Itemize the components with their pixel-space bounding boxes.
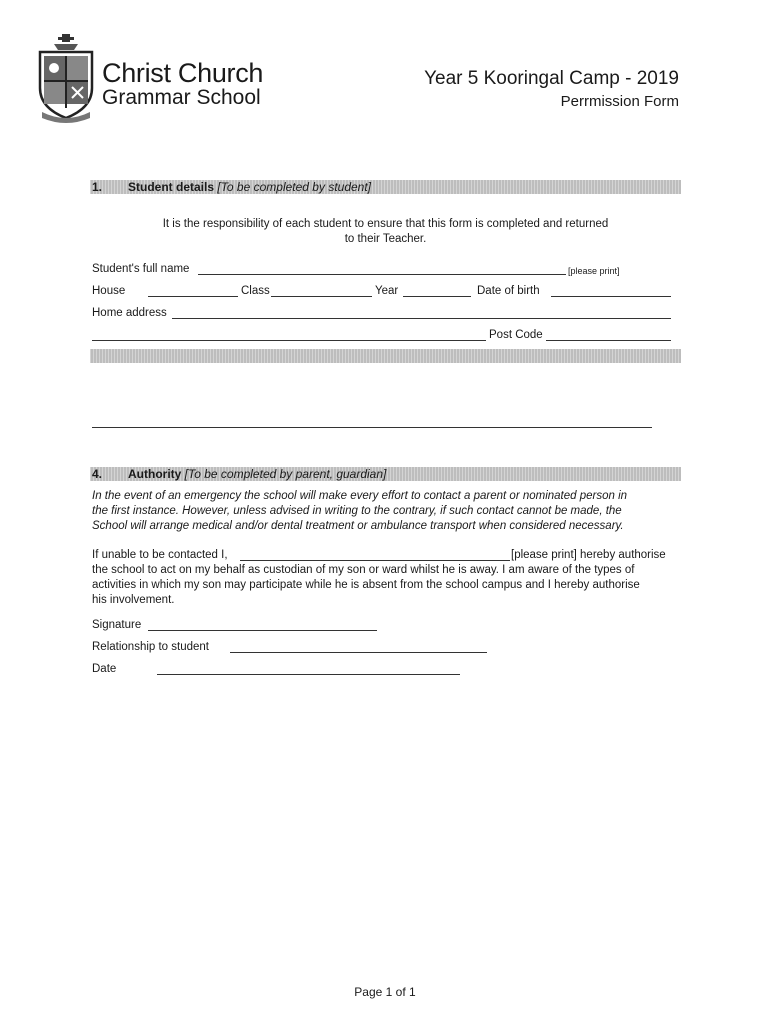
guardian-name-field[interactable] [240, 560, 510, 561]
signature-label: Signature [92, 619, 142, 631]
section4-heading [128, 467, 386, 481]
section1-heading-text: Student details [128, 180, 215, 194]
section4-note: [To be completed by parent, guardian] [184, 467, 387, 481]
blank-section-band [90, 349, 681, 363]
emergency-line1: In the event of an emergency the school will make every effort to contact a parent or nominated person in [92, 490, 628, 502]
full-name-field[interactable] [198, 274, 566, 275]
home-address-field-line2[interactable] [92, 340, 486, 341]
school-crest-icon [36, 32, 96, 124]
page-number: Page 1 of 1 [354, 985, 416, 999]
year-field[interactable] [403, 296, 471, 297]
date-label: Date [92, 663, 117, 675]
section4-number: 4. [92, 467, 103, 481]
authorise-prefix: If unable to be contacted I, [92, 549, 228, 561]
relationship-label: Relationship to student [92, 641, 209, 653]
class-label: Class [241, 285, 270, 297]
authorise-line4: his involvement. [92, 594, 175, 606]
authorise-suffix: [please print] hereby authorise [511, 549, 666, 561]
post-code-field[interactable] [546, 340, 671, 341]
year-label: Year [375, 285, 399, 297]
signature-field[interactable] [148, 630, 377, 631]
authorise-line3: activities in which my son may participate while he is absent from the school campus and I hereby authorise [92, 579, 640, 591]
house-field[interactable] [148, 296, 238, 297]
section4-heading-text: Authority [128, 467, 182, 481]
section1-intro-line1: It is the responsibility of each student to ensure that this form is completed and returned [162, 218, 609, 230]
blank-field-line[interactable] [92, 427, 652, 428]
dob-label: Date of birth [477, 285, 540, 297]
section1-heading [128, 180, 371, 194]
relationship-field[interactable] [230, 652, 487, 653]
emergency-line3: School will arrange medical and/or dental treatment or ambulance transport when considered necessary. [92, 520, 624, 532]
full-name-label: Student's full name [92, 263, 190, 275]
home-address-label: Home address [92, 307, 167, 319]
school-name-line2: Grammar School [102, 86, 261, 109]
class-field[interactable] [271, 296, 372, 297]
section1-intro-line2: to their Teacher. [344, 233, 427, 245]
date-field[interactable] [157, 674, 460, 675]
emergency-line2: the first instance. However, unless advised in writing to the contrary, if such contact cannot be made, the [92, 505, 622, 517]
please-print-note: [please print] [568, 266, 620, 276]
section1-number: 1. [92, 180, 103, 194]
dob-field[interactable] [551, 296, 671, 297]
authorise-line2: the school to act on my behalf as custodian of my son or ward whilst he is away. I am aware of the types of [92, 564, 635, 576]
post-code-label: Post Code [489, 329, 543, 341]
home-address-field[interactable] [172, 318, 671, 319]
section1-note: [To be completed by student] [217, 180, 372, 194]
house-label: House [92, 285, 126, 297]
school-name-line1: Christ Church [102, 58, 264, 88]
document-subtitle: Perrmission Form [560, 93, 679, 110]
document-title: Year 5 Kooringal Camp - 2019 [424, 68, 679, 89]
